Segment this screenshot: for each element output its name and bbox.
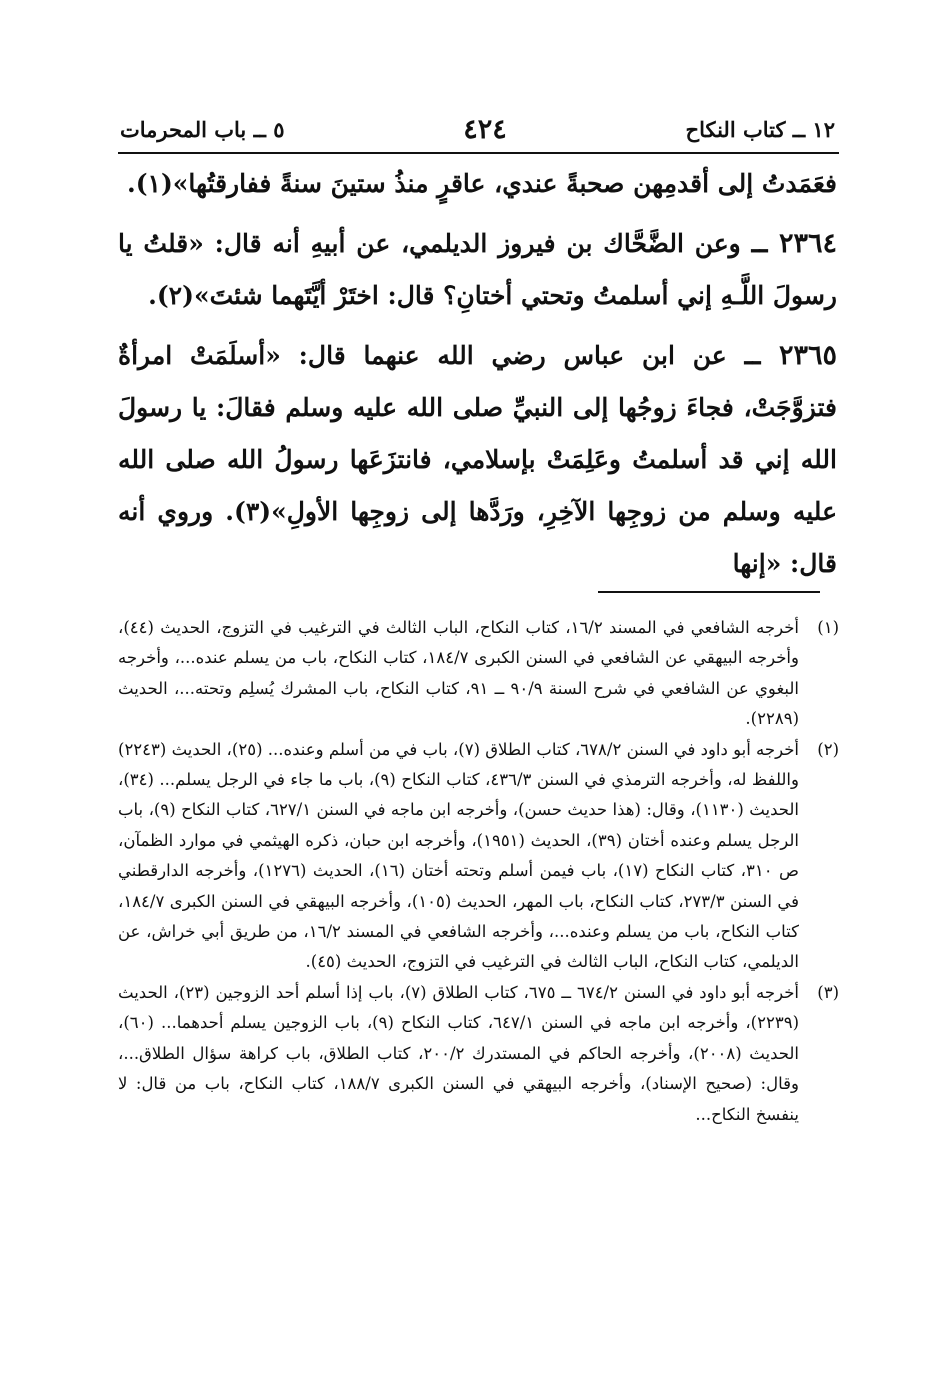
footnote-rule bbox=[598, 591, 820, 593]
hadith-2365 bbox=[118, 330, 837, 590]
hadith-number: ٢٣٦٥ ــ bbox=[744, 340, 837, 371]
footnote-number: (١) bbox=[817, 618, 839, 637]
header-rule bbox=[118, 152, 839, 154]
hadith-2364 bbox=[118, 218, 837, 322]
footnote-number: (٣) bbox=[817, 982, 839, 1002]
hadith-number: ٢٣٦٤ ــ bbox=[751, 228, 837, 259]
page-number: ٤٢٤ bbox=[463, 113, 507, 145]
footnotes bbox=[118, 613, 839, 1130]
header-section-title: ٥ ــ باب المحرمات bbox=[120, 116, 285, 142]
footnote-1 bbox=[118, 613, 839, 735]
continuation-paragraph: فعَمَدتُ إلى أقدمِهن صحبةً عندي، عاقرٍ منذُ ستينَ سنةً ففارقتُها»(١). bbox=[126, 169, 837, 198]
main-text bbox=[118, 158, 837, 590]
footnote-text: أخرجه أبو داود في السنن ٦٧٨/٢، كتاب الطلاق (٧)، باب في من أسلم وعنده... (٢٥)، الحديث (٢٢٤٣) واللفظ له، وأخرجه الترمذي في السنن ٤٣٦/٣، كتاب النكاح (٩)، باب ما جاء في الرجل يسلم... (٣٤)، الحديث (١١٣٠)، وقال: (هذا حديث حسن)، وأخرجه ابن ماجه في السنن ٦٢٧/١، كتاب النكاح (٩)، باب الرجل يسلم وعنده أختان (٣٩)، الحديث (١٩٥١)، وأخرجه ابن حبان، ذكره الهيثمي في موارد الظمآن، ص ٣١٠، كتاب النكاح (١٧)، باب فيمن أسلم وتحته أختان (١٦)، الحديث (١٢٧٦)، وأخرجه الدارقطني في السنن ٢٧٣/٣، كتاب النكاح، باب المهر، الحديث (١٠٥)، وأخرجه البيهقي في السنن الكبرى ١٨٤/٧، كتاب النكاح، باب من يسلم وعنده...، وأخرجه الشافعي في المسند ١٦/٢، من طريق أبي خراش، عن الديلمي، كتاب النكاح، الباب الثالث في الترغيب في التزوج، الحديث (٤٥). bbox=[118, 739, 800, 972]
hadith-text: عن ابن عباس رضي الله عنهما قال: «أسلَمَتْ امرأةٌ فتزوَّجَتْ، فجاءَ زوجُها إلى النبيِّ صلى الله عليه وسلم فقالَ: يا رسولَ الله إني قد أسلمتُ وعَلِمَتْ بإسلامي، فانتزَعَها رسولُ الله صلى الله عليه وسلم من زوجِها الآخِرِ، ورَدَّها إلى زوجِها الأولِ»(٣). وروي أنه قال: «إنها bbox=[118, 341, 837, 578]
footnote-text: أخرجه أبو داود في السنن ٦٧٤/٢ ــ ٦٧٥، كتاب الطلاق (٧)، باب إذا أسلم أحد الزوجين (٢٣)، الحديث (٢٢٣٩)، وأخرجه ابن ماجه في السنن ٦٤٧/١، كتاب النكاح (٩)، باب الزوجين يسلم أحدهما... (٦٠)، الحديث (٢٠٠٨)، وأخرجه الحاكم في المستدرك ٢٠٠/٢، كتاب الطلاق، باب كراهة سؤال الطلاق...، وقال: (صحيح الإسناد)، وأخرجه البيهقي في السنن الكبرى ١٨٨/٧، كتاب النكاح، باب من قال: لا ينفسخ النكاح... bbox=[118, 982, 800, 1124]
footnote-3 bbox=[118, 978, 839, 1130]
footnote-number: (٢) bbox=[817, 739, 839, 759]
running-header bbox=[120, 112, 835, 146]
footnote-text: أخرجه الشافعي في المسند ١٦/٢، كتاب النكاح، الباب الثالث في الترغيب في التزوج، الحديث (٤٤)، وأخرجه البيهقي عن الشافعي في السنن الكبرى ١٨٤/٧، كتاب النكاح، باب من يسلم عنده...، وأخرجه البغوي عن الشافعي في شرح السنة ٩٠/٩ ــ ٩١، كتاب النكاح، باب المشرك يُسلِم وتحته...، الحديث (٢٢٨٩). bbox=[118, 618, 800, 729]
hadith-text: وعن الضَّحَّاك بن فيروز الديلمي، عن أبيهِ أنه قال: «قلتُ يا رسولَ اللَّـهِ إني أسلمتُ وتحتي أختانِ؟ قال: اختَرْ أيَّتَهما شئتَ»(٢). bbox=[118, 229, 837, 310]
footnote-2 bbox=[118, 735, 839, 978]
header-book-title: ١٢ ــ كتاب النكاح bbox=[685, 116, 835, 142]
